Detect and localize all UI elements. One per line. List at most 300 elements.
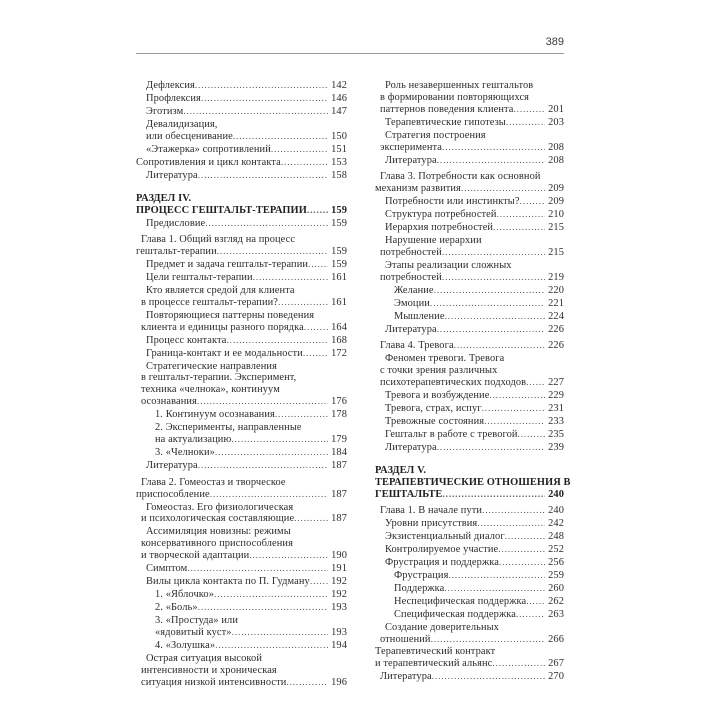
- toc-entry-text: Глава 2. Гомеостаз и творческое: [141, 476, 286, 488]
- toc-entry-text: Стратегия построения: [385, 129, 486, 141]
- toc-entry-text: гештальт-терапии: [136, 245, 217, 257]
- toc-entry: [136, 131, 347, 144]
- toc-entry: [136, 384, 347, 396]
- toc-entry-text: потребностей: [380, 271, 442, 283]
- dot-leader: [430, 298, 545, 311]
- toc-entry: [375, 340, 564, 353]
- dot-leader: [520, 196, 546, 209]
- toc-entry-text: и терапевтический альянс: [375, 658, 493, 670]
- toc-entry-text: Симптом: [146, 563, 188, 575]
- dot-leader: [434, 285, 545, 298]
- toc-entry-text: Мышление: [394, 310, 445, 322]
- toc-entry-page: 142: [331, 80, 347, 91]
- dot-leader: [526, 596, 545, 609]
- toc-entry-text: Нарушение иерархии: [385, 234, 482, 246]
- toc-entry-page: 147: [331, 105, 347, 117]
- toc-entry-text: или обесценивание: [146, 130, 233, 142]
- toc-entry-page: 231: [548, 402, 564, 414]
- toc-entry: [136, 640, 347, 653]
- toc-entry-text: Желание: [394, 284, 434, 296]
- toc-entry: [136, 218, 347, 231]
- dot-leader: [307, 205, 328, 218]
- dot-leader: [526, 377, 545, 390]
- toc-entry: [136, 653, 347, 665]
- toc-entry: [136, 563, 347, 576]
- toc-entry-text: Процесс контакта: [146, 334, 227, 346]
- dot-leader: [442, 142, 545, 155]
- toc-entry: [375, 671, 564, 684]
- toc-entry-page: 221: [548, 297, 564, 309]
- dot-leader: [482, 505, 545, 518]
- toc-entry-text: 3. «Простуда» или: [155, 615, 238, 627]
- toc-entry-page: 151: [331, 143, 347, 155]
- toc-entry: [375, 489, 564, 502]
- toc-entry-text: паттернов поведения клиента: [380, 103, 514, 115]
- toc-entry-text: Литература: [385, 323, 437, 335]
- toc-entry-text: и творческой адаптации: [141, 550, 250, 562]
- page-content: [136, 36, 571, 690]
- toc-entry-text: Экзистенциальный диалог: [385, 530, 505, 542]
- dot-leader: [231, 434, 328, 447]
- toc-entry-page: 270: [548, 671, 564, 683]
- toc-entry: [375, 353, 564, 365]
- dot-leader: [513, 104, 545, 117]
- dot-leader: [183, 106, 328, 119]
- toc-entry-page: 193: [331, 602, 347, 614]
- toc-entry-text: и психологическая составляющие: [141, 513, 295, 525]
- toc-entry-text: Литература: [385, 441, 437, 453]
- toc-entry: [375, 235, 564, 247]
- toc-entry-page: 229: [548, 389, 564, 401]
- toc-entry-page: 262: [548, 595, 564, 607]
- toc-entry-text: Девалидизация,: [146, 118, 218, 130]
- dot-leader: [214, 589, 328, 602]
- toc-entry: [136, 627, 347, 640]
- dot-leader: [281, 157, 328, 170]
- toc-entry: [136, 460, 347, 473]
- toc-entry: [136, 677, 347, 690]
- toc-entry-text: Предмет и задача гештальт-терапии: [146, 258, 309, 270]
- toc-entry-text: Тревожные состояния: [385, 415, 485, 427]
- toc-entry-text: потребностей: [380, 246, 442, 258]
- dot-leader: [437, 155, 545, 168]
- toc-entry: [136, 422, 347, 434]
- dot-leader: [215, 447, 328, 460]
- toc-entry-page: 159: [331, 204, 347, 216]
- dot-leader: [201, 93, 328, 106]
- toc-entry-text: Кто является средой для клиента: [146, 284, 295, 296]
- toc-entry: [136, 335, 347, 348]
- toc-entry: [136, 502, 347, 514]
- toc-entry-page: 242: [548, 517, 564, 529]
- toc-entry-page: 150: [331, 130, 347, 142]
- dot-leader: [432, 671, 545, 684]
- dot-leader: [197, 396, 328, 409]
- toc-entry-page: 224: [548, 310, 564, 322]
- toc-entry: [375, 92, 564, 104]
- toc-entry-text: Неспецифическая поддержка: [394, 595, 527, 607]
- dot-leader: [482, 403, 545, 416]
- toc-entry-text: с точки зрения различных: [380, 364, 498, 376]
- toc-entry-page: 168: [331, 334, 347, 346]
- dot-leader: [445, 311, 546, 324]
- toc-entry-page: 203: [548, 116, 564, 128]
- toc-entry: [136, 80, 347, 93]
- toc-entry-page: 235: [548, 428, 564, 440]
- toc-entry-text: Глава 1. Общий взгляд на процесс: [141, 233, 296, 245]
- toc-entry-page: 266: [548, 633, 564, 645]
- toc-entry-text: Глава 3. Потребности как основной: [380, 171, 541, 183]
- toc-entry: [375, 196, 564, 209]
- toc-entry-page: 226: [548, 340, 564, 352]
- toc-entry: [136, 272, 347, 285]
- toc-entry-text: Литература: [146, 460, 198, 472]
- toc-entry-page: 260: [548, 582, 564, 594]
- toc-entry: [136, 285, 347, 297]
- toc-entry: [136, 489, 347, 502]
- table-of-contents: [136, 80, 571, 690]
- toc-entry: [375, 570, 564, 583]
- dot-leader: [303, 348, 328, 361]
- toc-entry-text: Создание доверительных: [385, 621, 499, 633]
- dot-leader: [518, 429, 546, 442]
- dot-leader: [210, 489, 328, 502]
- toc-entry-page: 176: [331, 396, 347, 408]
- toc-entry-page: 227: [548, 376, 564, 388]
- dot-leader: [505, 531, 545, 544]
- toc-entry-page: 196: [331, 676, 347, 688]
- toc-entry-text: Глава 1. В начале пути: [380, 505, 483, 516]
- toc-entry-text: 3. «Челноки»: [155, 447, 215, 459]
- toc-entry-page: 178: [331, 409, 347, 421]
- toc-entry-page: 215: [548, 246, 564, 258]
- toc-entry-page: 159: [331, 258, 347, 270]
- dot-leader: [217, 246, 328, 259]
- toc-entry-text: интенсивности и хроническая: [141, 664, 277, 676]
- dot-leader: [308, 259, 328, 272]
- toc-entry-text: РАЗДЕЛ IV.: [136, 192, 192, 204]
- toc-entry-text: Стратегические направления: [146, 360, 277, 372]
- toc-entry-page: 187: [331, 488, 347, 500]
- toc-entry-text: Уровни присутствия: [385, 517, 478, 529]
- toc-entry: [375, 104, 564, 117]
- toc-entry-text: Литература: [380, 671, 432, 683]
- toc-entry-text: Поддержка: [394, 582, 445, 594]
- toc-entry-page: 263: [548, 608, 564, 620]
- toc-entry: [136, 477, 347, 489]
- toc-entry-page: 192: [331, 576, 347, 588]
- toc-entry: [136, 434, 347, 447]
- toc-entry: [375, 183, 564, 196]
- toc-entry-text: Литература: [146, 169, 198, 181]
- toc-entry: [136, 665, 347, 677]
- toc-entry-text: Вилы цикла контакта по П. Гудману: [146, 576, 310, 588]
- toc-entry-text: ТЕРАПЕВТИЧЕСКИЕ ОТНОШЕНИЯ В: [375, 476, 571, 488]
- toc-entry-page: 172: [331, 347, 347, 359]
- toc-entry-page: 194: [331, 639, 347, 651]
- toc-entry-text: эксперимента: [380, 141, 443, 153]
- dot-leader: [448, 570, 545, 583]
- toc-entry-text: Тревога и возбуждение: [385, 389, 490, 401]
- toc-entry: [136, 361, 347, 373]
- dot-leader: [484, 416, 545, 429]
- toc-entry-text: Ассимиляция новизны: режимы: [146, 526, 291, 538]
- toc-entry: [136, 144, 347, 157]
- toc-entry: [375, 390, 564, 403]
- toc-entry-text: Граница-контакт и ее модальности: [146, 347, 303, 359]
- toc-entry: [375, 476, 571, 489]
- dot-leader: [493, 222, 545, 235]
- toc-entry-page: 226: [548, 323, 564, 335]
- dot-leader: [477, 518, 545, 531]
- toc-entry-text: Дефлексия: [146, 80, 195, 91]
- toc-entry-text: в процессе гештальт-терапии?: [141, 296, 279, 308]
- toc-entry-page: 159: [331, 217, 347, 229]
- toc-entry: [375, 544, 564, 557]
- toc-entry-text: механизм развития: [375, 183, 461, 195]
- toc-entry-text: «Этажерка» сопротивлений: [146, 143, 271, 155]
- toc-entry: [375, 324, 564, 337]
- toc-entry: [375, 311, 564, 324]
- dot-leader: [304, 322, 328, 335]
- toc-entry-text: Острая ситуация высокой: [146, 652, 262, 664]
- toc-entry-text: Потребности или инстинкты?: [385, 196, 520, 208]
- dot-leader: [442, 272, 545, 285]
- toc-entry-text: 1. «Яблочко»: [155, 589, 214, 601]
- dot-leader: [497, 209, 546, 222]
- dot-leader: [499, 557, 545, 570]
- toc-entry-text: Профлексия: [146, 92, 201, 104]
- toc-column-left: [136, 80, 347, 690]
- toc-entry: [136, 322, 347, 335]
- toc-entry: [136, 526, 347, 538]
- toc-entry: [136, 513, 347, 526]
- toc-entry: [375, 531, 564, 544]
- toc-entry-text: Предисловие: [146, 217, 206, 229]
- toc-entry-page: 190: [331, 550, 347, 562]
- toc-entry-text: в формировании повторяющихся: [380, 91, 530, 103]
- toc-entry-text: Повторяющиеся паттерны поведения: [146, 309, 315, 321]
- toc-entry-page: 161: [331, 296, 347, 308]
- toc-entry: [375, 80, 564, 92]
- toc-entry-page: 240: [548, 488, 564, 500]
- toc-entry-text: Эготизм: [146, 105, 184, 117]
- dot-leader: [275, 409, 328, 422]
- toc-entry: [136, 538, 347, 550]
- toc-entry-page: 259: [548, 569, 564, 581]
- toc-entry-text: Этапы реализации сложных: [385, 259, 512, 271]
- toc-entry-text: Иерархия потребностей: [385, 221, 494, 233]
- toc-entry: [136, 576, 347, 589]
- toc-entry-text: 4. «Золушка»: [155, 639, 216, 651]
- dot-leader: [227, 335, 329, 348]
- toc-entry: [375, 622, 564, 634]
- dot-leader: [310, 576, 328, 589]
- dot-leader: [249, 550, 328, 563]
- toc-entry-page: 248: [548, 530, 564, 542]
- toc-entry: [375, 505, 564, 518]
- toc-entry: [375, 465, 564, 477]
- toc-entry-page: 209: [548, 196, 564, 208]
- toc-entry-text: Цели гештальт-терапии: [146, 271, 253, 283]
- dot-leader: [286, 677, 328, 690]
- toc-entry-page: 179: [331, 434, 347, 446]
- toc-entry-text: отношений: [380, 633, 431, 645]
- toc-entry: [375, 403, 564, 416]
- toc-entry-page: 215: [548, 221, 564, 233]
- toc-entry: [375, 130, 564, 142]
- toc-entry: [136, 396, 347, 409]
- toc-entry: [375, 260, 564, 272]
- dot-leader: [198, 170, 328, 183]
- toc-entry-text: «ядовитый куст»: [155, 627, 232, 639]
- toc-entry: [136, 193, 347, 205]
- toc-entry-text: 2. Эксперименты, направленные: [155, 422, 302, 434]
- toc-entry: [136, 310, 347, 322]
- toc-entry: [136, 106, 347, 119]
- toc-entry-page: 159: [331, 245, 347, 257]
- toc-column-right: [375, 80, 571, 690]
- toc-entry-text: приспособление: [136, 488, 210, 500]
- dot-leader: [437, 442, 545, 455]
- dot-leader: [461, 183, 545, 196]
- toc-entry: [375, 646, 564, 658]
- toc-entry: [375, 583, 564, 596]
- dot-leader: [444, 583, 545, 596]
- dot-leader: [442, 247, 545, 260]
- toc-entry-page: 146: [331, 92, 347, 104]
- page-header: [136, 36, 564, 54]
- toc-entry-text: ГЕШТАЛЬТЕ: [375, 488, 443, 500]
- toc-entry-page: 219: [548, 271, 564, 283]
- toc-entry-text: Фрустрация: [394, 569, 449, 581]
- toc-entry: [375, 442, 564, 455]
- toc-entry: [375, 222, 564, 235]
- toc-entry-page: 210: [548, 209, 564, 221]
- toc-entry-text: ПРОЦЕСС ГЕШТАЛЬТ-ТЕРАПИИ: [136, 204, 307, 216]
- dot-leader: [437, 324, 545, 337]
- toc-entry: [136, 447, 347, 460]
- toc-entry-page: 208: [548, 154, 564, 166]
- toc-entry: [375, 155, 564, 168]
- toc-entry-text: в гештальт-терапии. Эксперимент,: [141, 372, 297, 384]
- toc-entry-text: техника «челнока», континуум: [141, 384, 280, 396]
- toc-entry-page: 208: [548, 141, 564, 153]
- toc-entry: [136, 259, 347, 272]
- toc-entry: [136, 297, 347, 310]
- toc-entry-text: Контролируемое участие: [385, 543, 499, 555]
- toc-entry-text: Фрустрация и поддержка: [385, 556, 499, 568]
- dot-leader: [498, 544, 545, 557]
- toc-entry-page: 256: [548, 556, 564, 568]
- toc-entry: [136, 348, 347, 361]
- dot-leader: [187, 563, 328, 576]
- toc-entry-text: Литература: [385, 154, 437, 166]
- toc-entry-text: психотерапевтических подходов: [380, 376, 527, 388]
- dot-leader: [232, 627, 329, 640]
- toc-entry-page: 187: [331, 513, 347, 525]
- toc-entry: [136, 602, 347, 615]
- toc-entry-page: 209: [548, 183, 564, 195]
- toc-entry: [375, 285, 564, 298]
- toc-entry-page: 192: [331, 589, 347, 601]
- toc-entry: [375, 416, 564, 429]
- toc-entry-text: Эмоции: [394, 297, 430, 309]
- toc-entry-page: 187: [331, 460, 347, 472]
- dot-leader: [253, 272, 328, 285]
- toc-entry-text: Гештальт в работе с тревогой: [385, 428, 518, 440]
- toc-entry-page: 267: [548, 658, 564, 670]
- toc-entry: [375, 429, 564, 442]
- toc-entry: [375, 298, 564, 311]
- toc-entry-text: 2. «Боль»: [155, 602, 198, 614]
- toc-entry-text: клиента и единицы разного порядка: [141, 321, 304, 333]
- toc-entry: [136, 372, 347, 384]
- toc-entry: [375, 634, 564, 647]
- toc-entry: [375, 557, 564, 570]
- dot-leader: [454, 340, 545, 353]
- toc-entry-text: Феномен тревоги. Тревога: [385, 353, 505, 365]
- toc-entry: [375, 117, 564, 130]
- toc-entry: [375, 272, 564, 285]
- toc-entry: [136, 205, 347, 218]
- toc-entry-page: 153: [331, 156, 347, 168]
- toc-entry-text: ситуация низкой интенсивности: [141, 676, 287, 688]
- toc-entry: [375, 365, 564, 377]
- dot-leader: [278, 297, 328, 310]
- dot-leader: [198, 460, 328, 473]
- toc-entry-text: Специфическая поддержка: [394, 608, 516, 620]
- dot-leader: [506, 117, 545, 130]
- toc-entry: [136, 409, 347, 422]
- dot-leader: [215, 640, 328, 653]
- toc-entry: [375, 518, 564, 531]
- toc-entry-page: 184: [331, 447, 347, 459]
- toc-entry-page: 239: [548, 441, 564, 453]
- toc-entry-page: 161: [331, 271, 347, 283]
- toc-entry-text: Глава 4. Тревога: [380, 340, 454, 352]
- dot-leader: [492, 658, 545, 671]
- toc-entry-page: 191: [331, 563, 347, 575]
- toc-entry-page: 220: [548, 284, 564, 296]
- toc-entry: [136, 234, 347, 246]
- dot-leader: [516, 609, 545, 622]
- page-number: 389: [545, 36, 564, 48]
- toc-entry-text: Структура потребностей: [385, 209, 497, 221]
- toc-entry: [136, 589, 347, 602]
- toc-entry: [136, 119, 347, 131]
- toc-entry-page: 164: [331, 321, 347, 333]
- toc-entry: [375, 247, 564, 260]
- dot-leader: [442, 489, 545, 502]
- toc-entry-text: Сопротивления и цикл контакта: [136, 156, 281, 168]
- toc-entry: [136, 550, 347, 563]
- toc-entry-text: 1. Континуум осознавания: [155, 409, 275, 421]
- toc-entry: [136, 246, 347, 259]
- toc-entry-page: 252: [548, 543, 564, 555]
- dot-leader: [294, 513, 328, 526]
- toc-entry: [375, 377, 564, 390]
- toc-entry-text: Тревога, страх, испуг: [385, 402, 482, 414]
- dot-leader: [195, 80, 328, 93]
- dot-leader: [205, 218, 328, 231]
- toc-entry: [375, 142, 564, 155]
- toc-entry-page: 240: [548, 505, 564, 516]
- dot-leader: [198, 602, 328, 615]
- dot-leader: [431, 634, 546, 647]
- toc-entry: [375, 596, 564, 609]
- toc-entry-text: осознавания: [141, 396, 197, 408]
